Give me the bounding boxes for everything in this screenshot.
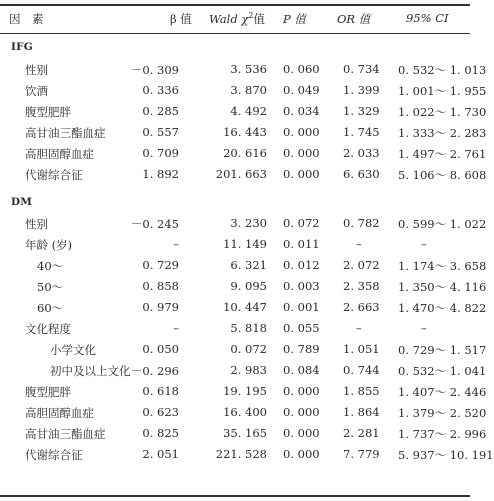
row-label: 高甘油三酯血症: [25, 427, 106, 441]
row-label: 文化程度: [25, 322, 71, 336]
table-row: [0, 167, 487, 187]
table-row: [0, 405, 487, 425]
p-value: 0. 011: [283, 237, 320, 251]
wald-value: 3. 230: [230, 216, 267, 230]
wald-value: 11. 149: [223, 237, 267, 251]
row-label: 小学文化: [50, 343, 96, 357]
or-value: 0. 744: [343, 363, 380, 377]
or-value: 0. 782: [343, 216, 380, 230]
beta-value: –: [173, 321, 179, 335]
table-row: [0, 216, 487, 236]
ci-value: 1. 350～ 4. 116: [398, 280, 487, 294]
p-value: 0. 000: [283, 167, 320, 181]
wald-value: 16. 443: [223, 125, 267, 139]
wald-value: 3. 870: [230, 83, 267, 97]
section-title: IFG: [11, 41, 33, 53]
ci-value: 1. 407～ 2. 446: [398, 385, 487, 399]
row-label: 腹型肥胖: [25, 385, 71, 399]
section-row: [0, 41, 470, 61]
row-label: 腹型肥胖: [25, 105, 71, 119]
or-value: 1. 855: [343, 384, 380, 398]
table-header-rule: [0, 33, 470, 34]
or-value: 1. 051: [343, 342, 380, 356]
beta-value: －0. 309: [130, 63, 179, 77]
table-row: [0, 447, 494, 467]
or-value: 0. 734: [343, 62, 380, 76]
ci-value: 0. 599～ 1. 022: [398, 217, 487, 231]
beta-value: 1. 892: [142, 167, 179, 181]
table-row: [0, 279, 487, 299]
header-or: OR 值: [337, 12, 371, 26]
beta-value: –: [173, 237, 179, 251]
row-label: 饮酒: [25, 84, 48, 98]
ci-value: 0. 532～ 1. 041: [398, 364, 487, 378]
or-value: 1. 745: [343, 125, 380, 139]
beta-value: 0. 979: [142, 300, 179, 314]
or-value: 1. 399: [343, 83, 380, 97]
or-value: 6. 630: [343, 167, 380, 181]
row-label: 初中及以上文化: [50, 364, 131, 378]
p-value: 0. 000: [283, 405, 320, 419]
p-value: 0. 003: [283, 279, 320, 293]
beta-value: 0. 729: [142, 258, 179, 272]
wald-value: 3. 536: [230, 62, 267, 76]
or-value: 2. 281: [343, 426, 380, 440]
table-row: [0, 384, 487, 404]
table-row: [0, 426, 487, 446]
or-value: 2. 663: [343, 300, 380, 314]
beta-value: 0. 285: [142, 104, 179, 118]
header-ci: 95% CI: [406, 11, 449, 25]
table-row: [0, 300, 487, 320]
beta-value: 0. 557: [142, 125, 179, 139]
wald-value: 4. 492: [230, 104, 267, 118]
p-value: 0. 000: [283, 125, 320, 139]
p-value: 0. 049: [283, 83, 320, 97]
beta-value: 0. 336: [142, 83, 179, 97]
row-label: 性别: [25, 217, 48, 231]
table-row: [0, 321, 470, 341]
wald-value: 2. 983: [230, 363, 267, 377]
wald-value: 9. 095: [230, 279, 267, 293]
wald-value: 16. 400: [223, 405, 267, 419]
wald-value: 221. 528: [215, 447, 267, 461]
or-value: –: [356, 321, 362, 335]
row-label: 代谢综合征: [25, 168, 83, 182]
table-row: [0, 146, 487, 166]
beta-value: 0. 709: [142, 146, 179, 160]
header-factor: 因 素: [9, 12, 44, 26]
ci-value: 1. 022～ 1. 730: [398, 105, 487, 119]
section-row: [0, 196, 470, 216]
row-label: 年龄 (岁): [25, 238, 73, 252]
wald-value: 19. 195: [223, 384, 267, 398]
p-value: 0. 001: [283, 300, 320, 314]
beta-value: 2. 051: [142, 447, 179, 461]
table-row: [0, 363, 487, 383]
wald-value: 0. 072: [230, 342, 267, 356]
wald-value: 35. 165: [223, 426, 267, 440]
table-top-rule: [0, 4, 470, 6]
or-value: –: [356, 237, 362, 251]
row-label: 代谢综合征: [25, 448, 83, 462]
beta-value: 0. 825: [142, 426, 179, 440]
beta-value: －0. 245: [130, 217, 179, 231]
p-value: 0. 789: [283, 342, 320, 356]
p-value: 0. 060: [283, 62, 320, 76]
row-label: 40～: [37, 259, 64, 273]
table-row: [0, 104, 487, 124]
ci-value: 1. 174～ 3. 658: [398, 259, 487, 273]
ci-value: 1. 470～ 4. 822: [398, 301, 487, 315]
section-title: DM: [11, 196, 33, 208]
wald-value: 5. 818: [230, 321, 267, 335]
ci-value: 1. 001～ 1. 955: [398, 84, 487, 98]
row-label: 60～: [37, 301, 64, 315]
or-value: 2. 358: [343, 279, 380, 293]
table-row: [0, 125, 487, 145]
ci-value: 1. 379～ 2. 520: [398, 406, 487, 420]
or-value: 1. 329: [343, 104, 380, 118]
row-label: 高甘油三酯血症: [25, 126, 106, 140]
p-value: 0. 000: [283, 447, 320, 461]
p-value: 0. 000: [283, 384, 320, 398]
header-wald: Wald $\chi^2$值: [209, 11, 265, 26]
wald-value: 201. 663: [215, 167, 267, 181]
header-p: P 值: [283, 12, 306, 26]
beta-value: 0. 618: [142, 384, 179, 398]
beta-value: 0. 623: [142, 405, 179, 419]
ci-value: 1. 497～ 2. 761: [398, 147, 487, 161]
ci-value: 1. 333～ 2. 283: [398, 126, 487, 140]
wald-value: 20. 616: [223, 146, 267, 160]
ci-value: 5. 937～ 10. 191: [398, 448, 494, 462]
row-label: 50～: [37, 280, 64, 294]
or-value: 1. 864: [343, 405, 380, 419]
table-row: [0, 342, 487, 362]
p-value: 0. 055: [283, 321, 320, 335]
or-value: 2. 072: [343, 258, 380, 272]
row-label: 高胆固醇血症: [25, 406, 94, 420]
p-value: 0. 012: [283, 258, 320, 272]
p-value: 0. 000: [283, 146, 320, 160]
p-value: 0. 034: [283, 104, 320, 118]
ci-value: 5. 106～ 8. 608: [398, 168, 487, 182]
wald-value: 6. 321: [230, 258, 267, 272]
beta-value: －0. 296: [130, 364, 179, 378]
header-beta: β 值: [170, 12, 192, 26]
row-label: 高胆固醇血症: [25, 147, 94, 161]
row-label: 性别: [25, 63, 48, 77]
or-value: 2. 033: [343, 146, 380, 160]
table-row: [0, 62, 487, 82]
ci-value: 1. 737～ 2. 996: [398, 427, 487, 441]
ci-value: –: [421, 237, 427, 251]
ci-value: 0. 532～ 1. 013: [398, 63, 487, 77]
p-value: 0. 084: [283, 363, 320, 377]
table-row: [0, 237, 470, 257]
or-value: 7. 779: [343, 447, 380, 461]
table-bottom-rule: [0, 495, 470, 497]
p-value: 0. 000: [283, 426, 320, 440]
wald-value: 10. 447: [223, 300, 267, 314]
table-row: [0, 83, 487, 103]
beta-value: 0. 050: [142, 342, 179, 356]
p-value: 0. 072: [283, 216, 320, 230]
ci-value: 0. 729～ 1. 517: [398, 343, 487, 357]
table-row: [0, 258, 487, 278]
ci-value: –: [421, 321, 427, 335]
beta-value: 0. 858: [142, 279, 179, 293]
